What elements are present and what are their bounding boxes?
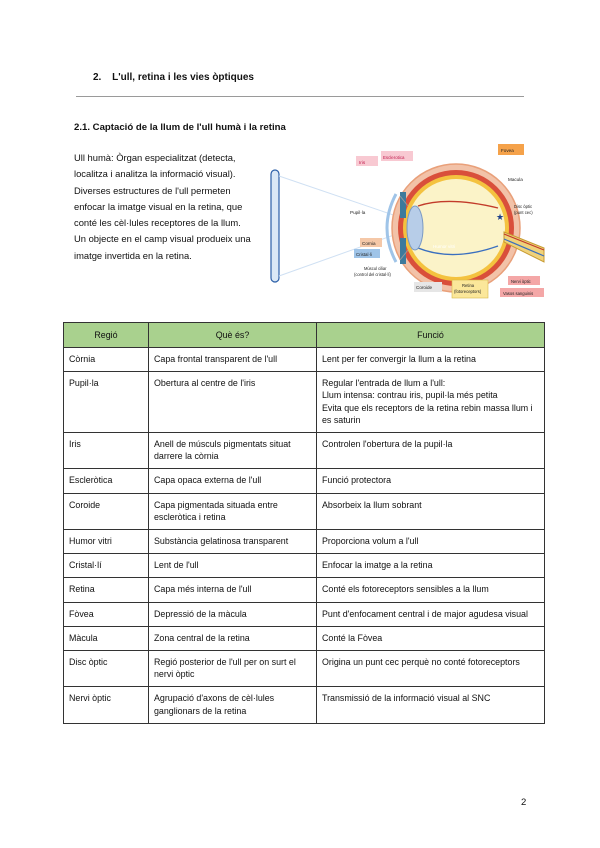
object-bar: [271, 170, 279, 282]
table-row: [64, 651, 545, 687]
table-row: [64, 372, 545, 433]
svg-text:Cristal·li: Cristal·li: [356, 252, 372, 257]
cell-region: Iris: [64, 433, 149, 469]
cell-what: Capa més interna de l'ull: [149, 578, 317, 602]
svg-text:Macula: Macula: [508, 177, 523, 182]
cell-what: Regió posterior de l'ull per on surt el nervi òptic: [149, 651, 317, 687]
table-row: [64, 530, 545, 554]
cell-region: Màcula: [64, 626, 149, 650]
intro-paragraph: Diverses estructures de l'ull permeten enfocar la imatge visual en la retina, que conté les cèl·lules receptores de la llum.: [74, 184, 243, 229]
svg-text:Coroide: Coroide: [416, 285, 433, 290]
subsection-title: 2.1. Captació de la llum de l'ull humà i la retina: [74, 122, 286, 133]
cell-function: Lent per fer convergir la llum a la retina: [317, 348, 545, 372]
cell-what: Depressió de la màcula: [149, 602, 317, 626]
cell-region: Còrnia: [64, 348, 149, 372]
cell-region: Coroide: [64, 493, 149, 529]
fovea-marker: ★: [496, 212, 505, 222]
cell-function: Conté la Fòvea: [317, 626, 545, 650]
header-function: Funció: [317, 323, 545, 348]
cell-region: Escleròtica: [64, 469, 149, 493]
section-title: L'ull, retina i les vies òptiques: [112, 72, 254, 83]
cell-what: Capa opaca externa de l'ull: [149, 469, 317, 493]
svg-text:Vasos sanguinis: Vasos sanguinis: [503, 291, 534, 296]
page-number: 2: [521, 797, 527, 808]
table-row: [64, 433, 545, 469]
header-region: Regió: [64, 323, 149, 348]
cell-region: Pupil·la: [64, 372, 149, 433]
cell-region: Nervi òptic: [64, 687, 149, 723]
cell-function: Regular l'entrada de llum a l'ull: Llum intensa: contrau iris, pupil·la més petita Evita que els receptors de la retina rebin massa llum i es saturin: [317, 372, 545, 433]
cell-what: Capa frontal transparent de l'ull: [149, 348, 317, 372]
intro-paragraph: Ull humà: Òrgan especialitzat (detecta, localitza i analitza la informació visual).: [74, 152, 236, 180]
cell-what: Capa pigmentada situada entre escleròtica i retina: [149, 493, 317, 529]
svg-text:Múscul ciliar (control d: Múscul ciliar (control del cristal·lí): [354, 266, 391, 277]
table-row: [64, 578, 545, 602]
cell-function: Punt d'enfocament central i de major agudesa visual: [317, 602, 545, 626]
svg-text:Humor vitri: Humor vitri: [433, 244, 456, 249]
iris-shape: [400, 192, 406, 218]
section-heading: [93, 72, 254, 83]
cell-what: Anell de músculs pigmentats situat darrere la còrnia: [149, 433, 317, 469]
cell-region: Humor vitri: [64, 530, 149, 554]
table-row: [64, 626, 545, 650]
cell-function: Funció protectora: [317, 469, 545, 493]
divider: [76, 96, 524, 97]
svg-text:Iris: Iris: [359, 160, 366, 165]
table-row: [64, 469, 545, 493]
svg-text:Nervi òptic: Nervi òptic: [511, 279, 531, 284]
cell-region: Retina: [64, 578, 149, 602]
cell-what: Lent de l'ull: [149, 554, 317, 578]
cell-region: Fòvea: [64, 602, 149, 626]
eye-regions-table: [63, 322, 545, 724]
cell-function: Origina un punt cec perquè no conté fotoreceptors: [317, 651, 545, 687]
intro-text: [74, 150, 264, 264]
table-row: [64, 348, 545, 372]
cell-what: Zona central de la retina: [149, 626, 317, 650]
svg-text:Disc òptic (punt cec): Disc òptic (punt cec): [514, 204, 533, 215]
cell-function: Controlen l'obertura de la pupil·la: [317, 433, 545, 469]
header-what: Què és?: [149, 323, 317, 348]
eye-diagram: [268, 136, 548, 308]
table-row: [64, 554, 545, 578]
table-row: [64, 493, 545, 529]
cell-region: Disc òptic: [64, 651, 149, 687]
svg-text:Cornia: Cornia: [362, 241, 376, 246]
cell-what: Substància gelatinosa transparent: [149, 530, 317, 554]
cell-function: Proporciona volum a l'ull: [317, 530, 545, 554]
cell-what: Agrupació d'axons de cèl·lules ganglionars de la retina: [149, 687, 317, 723]
cell-what: Obertura al centre de l'iris: [149, 372, 317, 433]
table-row: [64, 602, 545, 626]
svg-text:Pupil·la: Pupil·la: [350, 210, 366, 215]
table-header-row: [64, 323, 545, 348]
table-row: [64, 687, 545, 723]
lens-shape: [407, 206, 423, 250]
intro-paragraph: Un objecte en el camp visual produeix una imatge invertida en la retina.: [74, 233, 251, 261]
cell-region: Cristal·lí: [64, 554, 149, 578]
cell-function: Conté els fotoreceptors sensibles a la llum: [317, 578, 545, 602]
cell-function: Transmissió de la informació visual al SNC: [317, 687, 545, 723]
section-number: 2.: [93, 72, 102, 83]
svg-text:Fovea: Fovea: [501, 148, 514, 153]
svg-text:Esclerotica: Esclerotica: [383, 155, 405, 160]
cell-function: Enfocar la imatge a la retina: [317, 554, 545, 578]
cell-function: Absorbeix la llum sobrant: [317, 493, 545, 529]
svg-text:Retina (fotoreceptors): Retina (fotoreceptors): [454, 283, 482, 294]
